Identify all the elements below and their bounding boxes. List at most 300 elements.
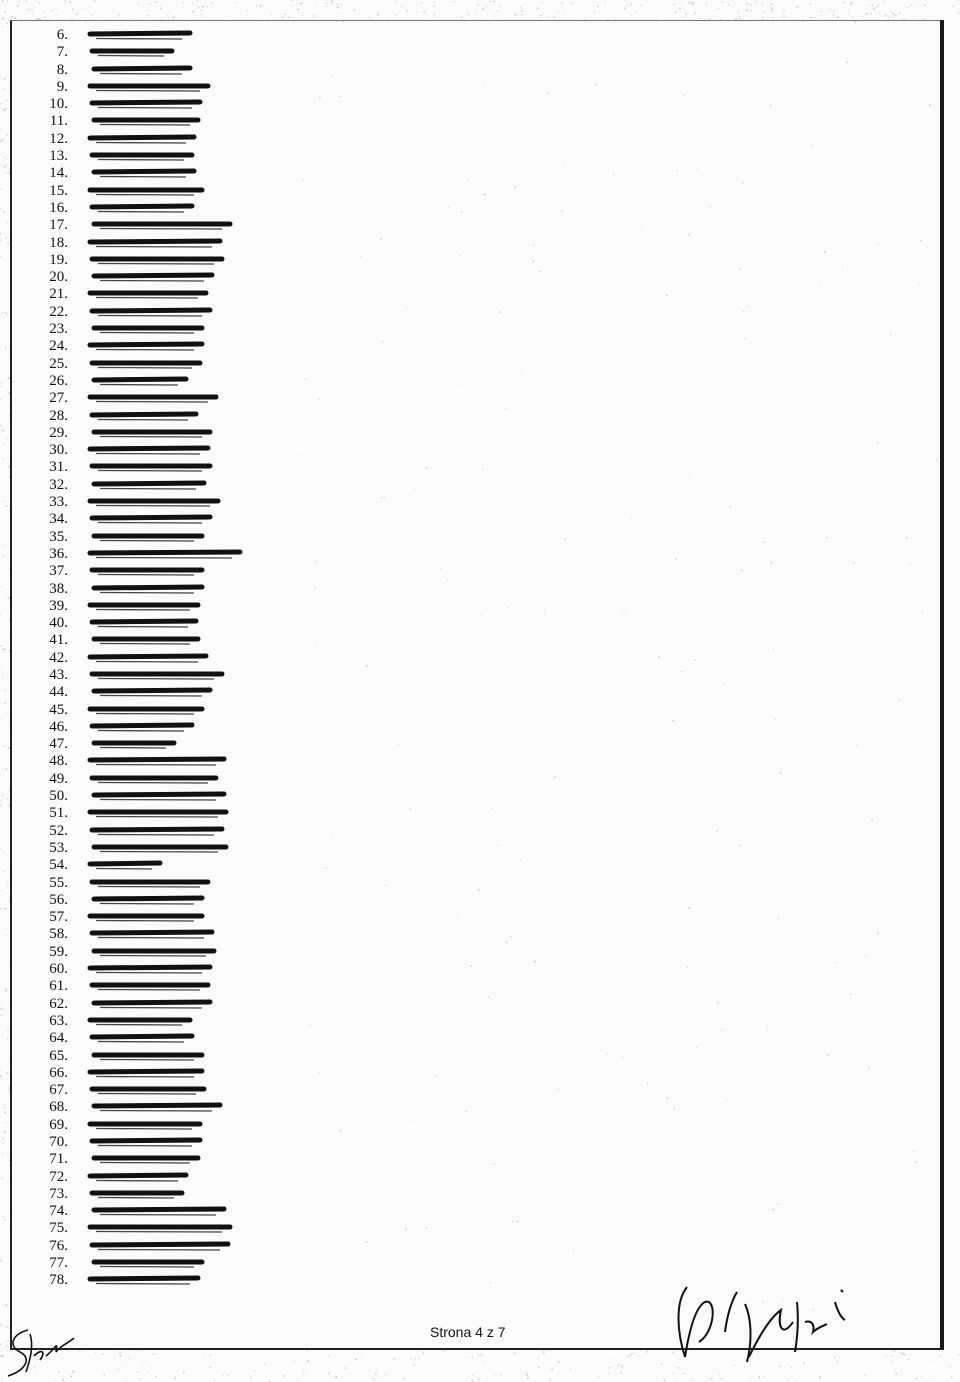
noise-speck	[484, 1361, 485, 1362]
noise-speck	[711, 1378, 713, 1380]
redaction-underline	[100, 384, 178, 385]
noise-speck	[424, 11, 426, 13]
noise-speck	[514, 14, 516, 16]
noise-speck	[198, 6, 200, 8]
noise-speck	[540, 3, 541, 4]
redaction-underline	[98, 938, 204, 939]
noise-speck	[921, 1376, 922, 1377]
redaction-underline	[96, 713, 194, 714]
noise-speck	[574, 13, 575, 14]
list-item-number: 31.	[49, 459, 68, 476]
noise-speck	[693, 1379, 694, 1380]
noise-speck	[140, 1378, 142, 1380]
noise-speck	[638, 1356, 639, 1357]
noise-speck	[526, 1372, 527, 1373]
noise-speck	[692, 3, 694, 5]
redaction-bar	[72, 909, 242, 927]
redaction-bar	[72, 546, 242, 564]
noise-speck	[452, 2, 453, 3]
noise-speck	[433, 5, 435, 7]
redaction-stroke	[92, 517, 210, 518]
redaction-underline	[96, 454, 200, 455]
noise-speck	[186, 0, 187, 1]
noise-speck	[315, 17, 316, 18]
redaction-underline	[96, 90, 200, 91]
noise-speck	[833, 14, 835, 16]
noise-speck	[314, 2, 315, 3]
noise-speck	[136, 1350, 137, 1351]
list-item-number: 14.	[49, 165, 68, 182]
redaction-bar	[72, 27, 242, 45]
noise-speck	[183, 1372, 185, 1374]
noise-speck	[750, 1377, 751, 1378]
noise-speck	[908, 1359, 910, 1361]
redaction-underline	[98, 211, 184, 212]
redaction-stroke	[90, 863, 160, 864]
redaction-stroke	[90, 759, 224, 760]
noise-speck	[747, 3, 749, 5]
redaction-bar	[72, 269, 242, 287]
redaction-underline	[96, 1128, 192, 1129]
noise-speck	[147, 1371, 148, 1372]
noise-speck	[918, 0, 919, 1]
list-item-number: 59.	[49, 943, 68, 960]
list-item	[0, 356, 300, 373]
noise-speck	[302, 15, 303, 16]
noise-speck	[331, 0, 333, 2]
noise-speck	[421, 2, 423, 4]
noise-speck	[770, 7, 772, 9]
noise-speck	[125, 1361, 126, 1362]
noise-speck	[454, 1, 456, 3]
noise-speck	[551, 1368, 553, 1370]
noise-speck	[137, 4, 138, 5]
redaction-underline	[100, 955, 206, 956]
noise-speck	[32, 10, 33, 11]
list-item-number: 41.	[49, 632, 68, 649]
page-border-right	[940, 20, 944, 1350]
redaction-underline	[96, 609, 190, 610]
noise-speck	[337, 7, 339, 9]
redaction-underline	[98, 471, 202, 472]
redaction-bar	[72, 667, 242, 685]
redaction-bar	[72, 926, 242, 944]
noise-speck	[796, 1380, 797, 1381]
redaction-underline	[96, 1024, 182, 1025]
noise-speck	[580, 18, 581, 19]
list-item	[0, 390, 300, 407]
noise-speck	[422, 1352, 424, 1354]
redaction-underline	[98, 782, 208, 783]
list-item-number: 20.	[49, 269, 68, 286]
noise-speck	[472, 1375, 474, 1377]
noise-speck	[957, 12, 959, 14]
list-item-number: 28.	[49, 407, 68, 424]
list-item	[0, 1030, 300, 1047]
noise-speck	[621, 1366, 623, 1368]
noise-speck	[435, 16, 436, 17]
noise-speck	[890, 11, 892, 13]
list-item-number: 72.	[49, 1168, 68, 1185]
noise-speck	[160, 5, 161, 6]
noise-speck	[414, 1358, 416, 1360]
noise-speck	[117, 16, 118, 17]
noise-speck	[762, 17, 764, 19]
list-item	[0, 996, 300, 1013]
noise-speck	[827, 1, 828, 2]
list-item-number: 12.	[49, 130, 68, 147]
redaction-underline	[96, 765, 216, 766]
noise-speck	[202, 10, 203, 11]
noise-speck	[694, 12, 696, 14]
redaction-bar	[72, 771, 242, 789]
list-item	[0, 909, 300, 926]
noise-speck	[17, 5, 19, 7]
noise-speck	[718, 7, 720, 9]
redaction-bar	[72, 961, 242, 979]
redaction-stroke	[92, 1244, 228, 1245]
noise-speck	[297, 8, 299, 10]
list-item	[0, 736, 300, 753]
list-item-number: 35.	[49, 528, 68, 545]
list-item	[0, 252, 300, 269]
redaction-stroke	[92, 932, 212, 933]
noise-speck	[772, 17, 774, 19]
redaction-bar	[72, 442, 242, 460]
noise-speck	[71, 18, 72, 19]
noise-speck	[236, 8, 237, 9]
noise-speck	[270, 13, 272, 15]
list-item	[0, 1134, 300, 1151]
noise-speck	[401, 6, 403, 8]
noise-speck	[952, 5, 954, 7]
redaction-underline	[100, 540, 194, 541]
noise-speck	[478, 1378, 480, 1380]
redaction-underline	[98, 56, 164, 57]
redaction-bar	[72, 321, 242, 339]
noise-speck	[810, 17, 812, 19]
noise-speck	[852, 17, 853, 18]
noise-speck	[2, 2, 3, 3]
list-item-number: 63.	[49, 1012, 68, 1029]
noise-speck	[892, 13, 894, 15]
redaction-bar	[72, 736, 242, 754]
noise-speck	[368, 1352, 369, 1353]
noise-speck	[906, 7, 907, 8]
noise-speck	[770, 3, 772, 5]
noise-speck	[201, 14, 202, 15]
redaction-underline	[98, 1146, 192, 1147]
noise-speck	[591, 9, 592, 10]
redaction-bar	[72, 183, 242, 201]
list-item	[0, 286, 300, 303]
list-item-number: 46.	[49, 718, 68, 735]
redaction-stroke	[90, 967, 210, 968]
noise-speck	[684, 16, 685, 17]
noise-speck	[558, 1361, 560, 1363]
noise-speck	[755, 0, 756, 1]
noise-speck	[284, 13, 286, 15]
redaction-stroke	[94, 68, 190, 69]
list-item-number: 61.	[49, 978, 68, 995]
redaction-bar	[72, 148, 242, 166]
list-item	[0, 926, 300, 943]
noise-speck	[871, 13, 872, 14]
list-item	[0, 113, 300, 130]
noise-speck	[685, 13, 687, 15]
redaction-underline	[100, 436, 202, 437]
list-item-number: 45.	[49, 701, 68, 718]
list-item-number: 17.	[49, 217, 68, 234]
redaction-underline	[96, 246, 212, 247]
noise-speck	[557, 11, 559, 13]
noise-speck	[634, 1365, 635, 1366]
list-item-number: 15.	[49, 182, 68, 199]
redaction-underline	[100, 851, 218, 852]
list-item-number: 47.	[49, 736, 68, 753]
noise-speck	[14, 17, 16, 19]
noise-speck	[673, 3, 675, 5]
noise-speck	[170, 13, 171, 14]
noise-speck	[156, 2, 157, 3]
redaction-underline	[98, 367, 192, 368]
noise-speck	[868, 4, 869, 5]
noise-speck	[865, 13, 867, 15]
noise-speck	[654, 1371, 655, 1372]
list-item-number: 78.	[49, 1272, 68, 1289]
redaction-bar	[72, 1186, 242, 1204]
redaction-underline	[100, 800, 216, 801]
list-item	[0, 702, 300, 719]
list-item-number: 40.	[49, 615, 68, 632]
redaction-underline	[96, 1232, 222, 1233]
list-item	[0, 719, 300, 736]
redaction-underline	[98, 990, 200, 991]
noise-speck	[911, 1375, 912, 1376]
redaction-underline	[98, 678, 214, 679]
noise-speck	[689, 2, 691, 4]
redaction-bar	[72, 1151, 242, 1169]
list-item-number: 50.	[49, 788, 68, 805]
noise-speck	[307, 1360, 309, 1362]
noise-speck	[661, 1363, 663, 1365]
redaction-stroke	[94, 794, 224, 795]
noise-speck	[255, 5, 257, 7]
noise-speck	[821, 15, 822, 16]
list-item	[0, 961, 300, 978]
redaction-underline	[100, 592, 194, 593]
noise-speck	[506, 6, 507, 7]
noise-speck	[543, 13, 544, 14]
noise-speck	[691, 3, 692, 4]
redaction-bar	[72, 650, 242, 668]
list-item	[0, 771, 300, 788]
noise-speck	[724, 2, 725, 3]
noise-speck	[347, 8, 348, 9]
list-item	[0, 373, 300, 390]
noise-speck	[406, 10, 408, 12]
noise-speck	[852, 16, 853, 17]
redaction-bar	[72, 615, 242, 633]
noise-speck	[185, 18, 186, 19]
noise-speck	[151, 1367, 152, 1368]
noise-speck	[142, 1365, 143, 1366]
redaction-bar	[72, 996, 242, 1014]
noise-speck	[155, 1376, 157, 1378]
noise-speck	[306, 1350, 308, 1352]
noise-speck	[377, 14, 379, 16]
noise-speck	[750, 4, 752, 6]
list-item-number: 44.	[49, 684, 68, 701]
noise-speck	[484, 6, 485, 7]
noise-speck	[706, 3, 708, 5]
redaction-stroke	[92, 102, 200, 103]
noise-speck	[174, 1378, 176, 1380]
noise-speck	[630, 2, 631, 3]
list-item	[0, 200, 300, 217]
list-item-number: 16.	[49, 199, 68, 216]
noise-speck	[951, 1376, 952, 1377]
noise-speck	[549, 1379, 551, 1381]
list-item-number: 11.	[49, 113, 68, 130]
noise-speck	[891, 1361, 893, 1363]
noise-speck	[893, 1350, 895, 1352]
redaction-bar	[72, 1134, 242, 1152]
noise-speck	[721, 1, 723, 3]
noise-speck	[395, 14, 397, 16]
noise-speck	[303, 1372, 304, 1373]
noise-speck	[620, 1371, 622, 1373]
noise-speck	[282, 17, 284, 19]
noise-speck	[294, 1360, 295, 1361]
noise-speck	[633, 1353, 634, 1354]
list-item-number: 65.	[49, 1047, 68, 1064]
noise-speck	[646, 1351, 648, 1353]
redaction-bar	[72, 944, 242, 962]
list-item	[0, 598, 300, 615]
redaction-underline	[96, 350, 194, 351]
redaction-bar	[72, 563, 242, 581]
noise-speck	[385, 1373, 387, 1375]
redaction-stroke	[94, 1105, 220, 1106]
list-item	[0, 892, 300, 909]
redaction-bar	[72, 1255, 242, 1273]
noise-speck	[52, 10, 54, 12]
noise-speck	[847, 10, 848, 11]
redaction-bar	[72, 1169, 242, 1187]
noise-speck	[326, 2, 328, 4]
noise-speck	[345, 1367, 347, 1369]
noise-speck	[809, 3, 811, 5]
list-item	[0, 408, 300, 425]
list-item	[0, 1272, 300, 1289]
redaction-underline	[100, 73, 182, 74]
list-item-number: 57.	[49, 909, 68, 926]
noise-speck	[137, 1371, 139, 1373]
noise-speck	[862, 16, 864, 18]
redaction-bar	[72, 1203, 242, 1221]
noise-speck	[489, 1, 491, 3]
redaction-bar	[72, 632, 242, 650]
noise-speck	[19, 1, 20, 2]
list-item-number: 52.	[49, 822, 68, 839]
redaction-bar	[72, 581, 242, 599]
noise-speck	[746, 9, 748, 11]
redaction-underline	[100, 1267, 194, 1268]
noise-speck	[848, 10, 849, 11]
redaction-underline	[100, 281, 204, 282]
redaction-stroke	[90, 448, 208, 449]
noise-speck	[626, 5, 627, 6]
noise-speck	[297, 13, 298, 14]
noise-speck	[340, 13, 341, 14]
list-item-number: 18.	[49, 234, 68, 251]
noise-speck	[472, 16, 473, 17]
noise-speck	[554, 16, 556, 18]
list-item	[0, 338, 300, 355]
noise-speck	[680, 4, 681, 5]
noise-speck	[422, 11, 423, 12]
redaction-stroke	[90, 33, 190, 34]
noise-speck	[227, 1374, 229, 1376]
noise-speck	[336, 4, 337, 5]
noise-speck	[153, 1353, 155, 1355]
noise-speck	[168, 11, 169, 12]
noise-speck	[471, 1379, 473, 1381]
noise-speck	[397, 12, 398, 13]
redaction-underline	[98, 575, 194, 576]
noise-speck	[91, 14, 93, 16]
noise-speck	[247, 5, 248, 6]
list-item-number: 24.	[49, 338, 68, 355]
list-item	[0, 632, 300, 649]
noise-speck	[373, 1378, 375, 1380]
noise-speck	[916, 1378, 918, 1380]
noise-speck	[328, 1372, 330, 1374]
noise-speck	[462, 1357, 463, 1358]
noise-speck	[608, 1373, 610, 1375]
redaction-underline	[98, 1094, 196, 1095]
noise-speck	[910, 4, 912, 6]
noise-speck	[94, 0, 96, 2]
redaction-bar	[72, 425, 242, 443]
noise-speck	[149, 3, 151, 5]
noise-speck	[44, 16, 46, 18]
noise-speck	[248, 15, 249, 16]
redacted-list	[0, 27, 300, 1290]
list-item-number: 34.	[49, 511, 68, 528]
list-item	[0, 1203, 300, 1220]
noise-speck	[301, 2, 303, 4]
redaction-bar	[72, 373, 242, 391]
noise-speck	[540, 15, 542, 17]
redaction-stroke	[92, 414, 196, 415]
redaction-stroke	[94, 1209, 224, 1210]
list-item-number: 71.	[49, 1151, 68, 1168]
redaction-underline	[98, 523, 202, 524]
redaction-bar	[72, 459, 242, 477]
list-item	[0, 529, 300, 546]
noise-speck	[494, 15, 495, 16]
redaction-stroke	[90, 1278, 198, 1279]
noise-speck	[613, 1358, 614, 1359]
redaction-stroke	[94, 379, 186, 380]
redaction-underline	[98, 108, 192, 109]
redaction-underline	[100, 1059, 194, 1060]
list-item	[0, 27, 300, 44]
list-item-number: 6.	[56, 27, 68, 43]
noise-speck	[477, 4, 479, 6]
